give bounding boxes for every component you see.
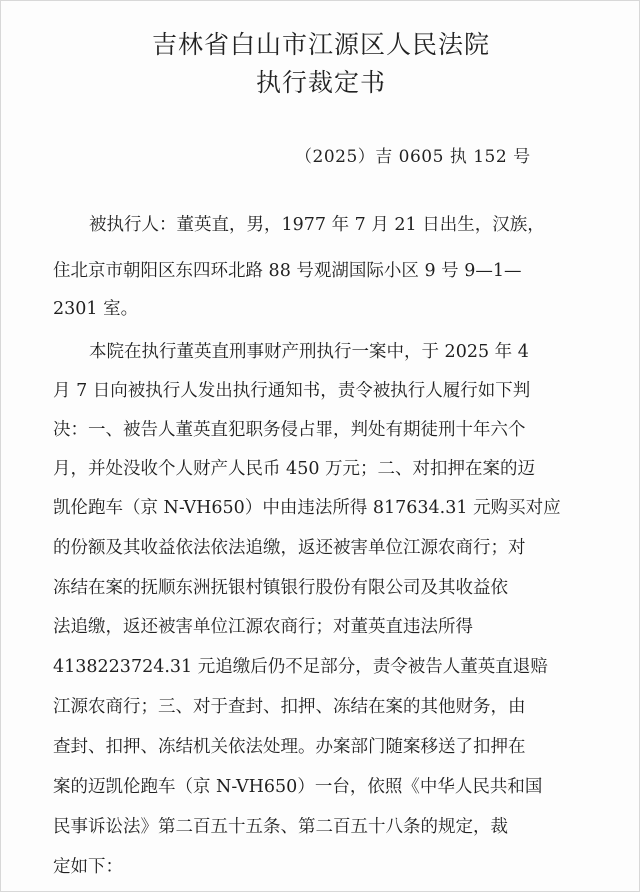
paragraph-line: 民事诉讼法》第二百五十五条、第二百五十八条的规定，裁 bbox=[53, 817, 508, 837]
paragraph-line: 案的迈凯伦跑车（京 N-VH650）一台，依照《中华人民共和国 bbox=[53, 777, 543, 797]
case-number: （2025）吉 0605 执 152 号 bbox=[295, 147, 531, 167]
paragraph-line: 被执行人：董英直，男，1977 年 7 月 21 日出生，汉族， bbox=[89, 215, 545, 235]
paragraph-line: 江源农商行；三、对于查封、扣押、冻结在案的其他财务，由 bbox=[53, 697, 526, 717]
paragraph-line: 4138223724.31 元追缴后仍不足部分，责令被告人董英直退赔 bbox=[53, 657, 548, 677]
paragraph-line: 的份额及其收益依法依法追缴，返还被害单位江源农商行；对 bbox=[53, 538, 526, 558]
paragraph-line: 定如下： bbox=[53, 857, 123, 877]
paragraph-line: 法追缴，返还被害单位江源农商行；对董英直违法所得 bbox=[53, 617, 473, 637]
document-type-title: 执行裁定书 bbox=[255, 68, 386, 97]
paragraph-line: 查封、扣押、冻结机关依法处理。办案部门随案移送了扣押在 bbox=[53, 737, 526, 757]
paragraph-line: 冻结在案的抚顺东洲抚银村镇银行股份有限公司及其收益依 bbox=[53, 578, 508, 598]
paragraph-line: 凯伦跑车（京 N-VH650）中由违法所得 817634.31 元购买对应 bbox=[53, 498, 561, 518]
paragraph-line: 月，并处没收个人财产人民币 450 万元；二、对扣押在案的迈 bbox=[53, 459, 536, 479]
paragraph-line: 本院在执行董英直刑事财产刑执行一案中，于 2025 年 4 bbox=[89, 342, 529, 362]
paragraph-line: 2301 室。 bbox=[53, 299, 139, 319]
paragraph-line: 住北京市朝阳区东四环北路 88 号观湖国际小区 9 号 9—1— bbox=[53, 261, 522, 281]
paragraph-line: 月 7 日向被执行人发出执行通知书，责令被执行人履行如下判 bbox=[53, 381, 531, 401]
paragraph-line: 决：一、被告人董英直犯职务侵占罪，判处有期徒刑十年六个 bbox=[53, 420, 526, 440]
court-name-title: 吉林省白山市江源区人民法院 bbox=[151, 30, 490, 59]
